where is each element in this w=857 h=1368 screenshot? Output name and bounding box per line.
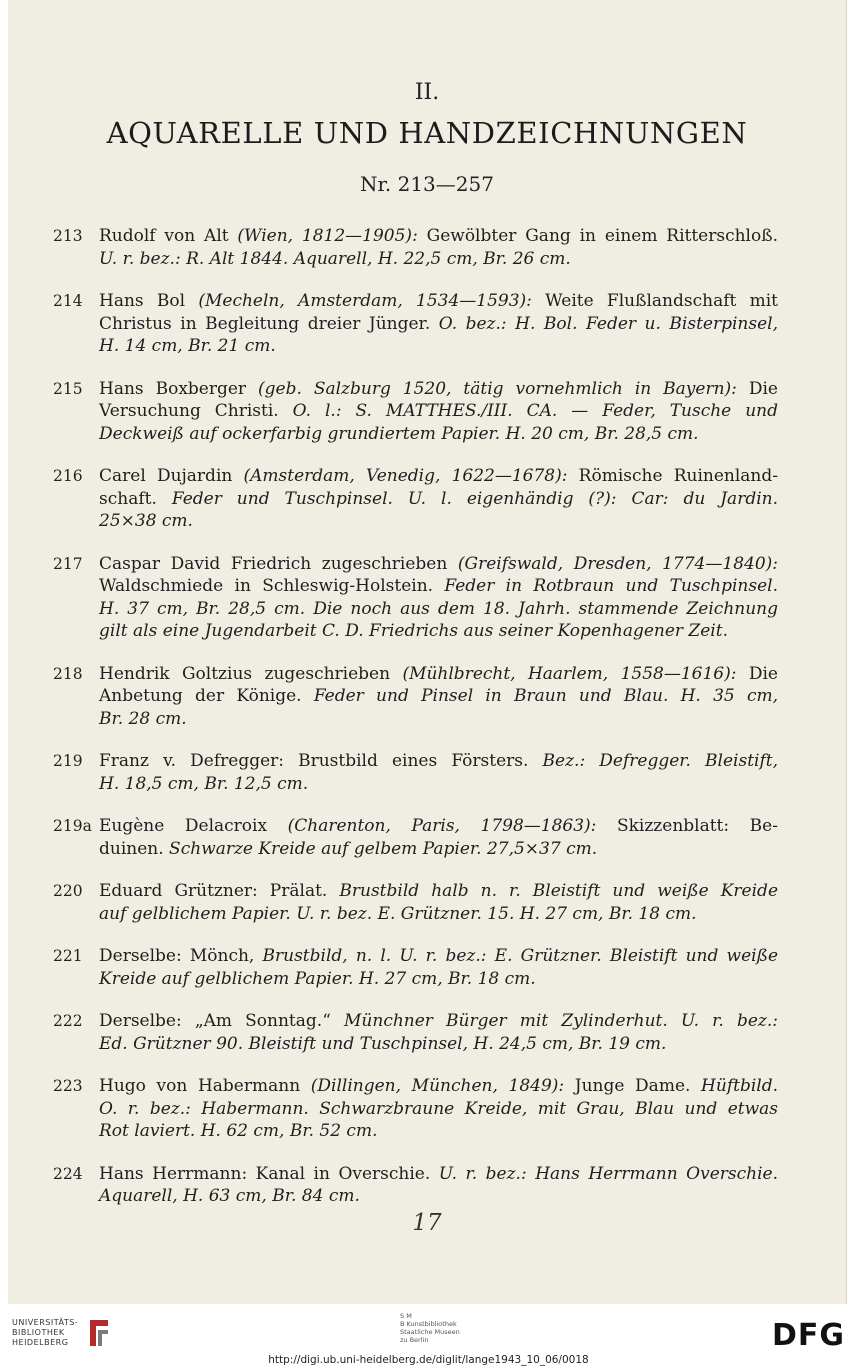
catalog-entry <box>53 290 778 358</box>
catalog-page <box>8 0 847 1304</box>
section-range: Nr. 213—257 <box>360 172 494 196</box>
entry-line <box>99 815 778 838</box>
text-segment: Hugo von Habermann <box>99 1076 311 1096</box>
entry-line <box>99 838 778 861</box>
italic-segment: (Amsterdam, Venedig, 1622—1678): <box>243 466 568 486</box>
text-segment: Rudolf von Alt <box>99 226 238 246</box>
catalog-entry <box>53 465 778 533</box>
entry-line <box>99 400 778 423</box>
entry-line <box>99 685 778 708</box>
italic-segment: O. r. bez.: Habermann. Schwarzbraune Kreide, mit Grau, Blau und etwas <box>99 1098 778 1119</box>
entry-number: 216 <box>53 467 83 485</box>
entry-text <box>99 1163 778 1208</box>
catalog-entries <box>53 225 778 1228</box>
entry-number: 217 <box>53 554 83 573</box>
italic-segment: Br. 28 cm. <box>99 708 187 729</box>
entry-number: 218 <box>53 664 83 683</box>
italic-segment: (Charenton, Paris, 1798—1863): <box>287 816 597 836</box>
entry-line <box>99 465 778 488</box>
text-segment: Derselbe: Mönch, <box>99 946 263 966</box>
footer-bar <box>0 1304 857 1368</box>
text-segment: Hans Boxberger <box>99 378 258 399</box>
italic-segment: Kreide auf gelblichem Papier. H. 27 cm, Br. 18 cm. <box>99 968 536 989</box>
text-segment: Hendrik Goltzius zugeschrieben <box>99 663 403 684</box>
italic-segment: Brustbild, n. l. U. r. bez.: E. Grützner. Bleistift und weiße <box>262 946 779 966</box>
entry-text <box>99 663 778 731</box>
entry-line <box>99 575 778 598</box>
entry-text <box>99 225 778 270</box>
entry-number: 219 <box>53 752 83 770</box>
italic-segment: H. 37 cm, Br. 28,5 cm. Die noch aus dem 18. Jahrh. stammende Zeichnung <box>99 598 778 619</box>
entry-line <box>99 903 778 926</box>
text-segment: Gewölbter Gang in einem Ritterschloß. <box>417 226 778 246</box>
catalog-entry <box>53 1010 778 1055</box>
catalog-entry <box>53 378 778 446</box>
entry-line <box>99 1098 778 1121</box>
university-logo <box>12 1316 112 1350</box>
text-segment: Eduard Grützner: Prälat. <box>99 881 340 901</box>
catalog-entry <box>53 945 778 990</box>
entry-text <box>99 750 778 795</box>
italic-segment: (Greifswald, Dresden, 1774—1840): <box>457 553 778 574</box>
catalog-entry <box>53 663 778 731</box>
text-segment: schaft. <box>99 488 172 509</box>
entry-line <box>99 423 778 446</box>
entry-line <box>99 663 778 686</box>
italic-segment: Feder in Rotbraun und Tuschpinsel. <box>444 576 778 596</box>
entry-line <box>99 620 778 643</box>
italic-segment: O. bez.: H. Bol. Feder u. Bisterpinsel, <box>438 313 778 334</box>
entry-line <box>99 335 778 358</box>
section-number: II. <box>414 80 440 105</box>
text-segment: Christus in Begleitung dreier Jünger. <box>99 313 439 334</box>
text-segment: Römische Ruinenland- <box>567 466 778 486</box>
entry-line <box>99 378 778 401</box>
italic-segment: Münchner Bürger mit Zylinderhut. U. r. bez.: <box>344 1011 778 1031</box>
entry-number: 220 <box>53 882 83 900</box>
italic-segment: Feder und Pinsel in Braun und Blau. H. 35 cm, <box>313 686 778 706</box>
text-segment: Franz v. Defregger: Brustbild eines Försters. <box>99 751 543 771</box>
text-segment: Versuchung Christi. <box>99 401 293 421</box>
italic-segment: Bez.: Defregger. Bleistift, <box>542 751 778 771</box>
italic-segment: H. 14 cm, Br. 21 cm. <box>99 336 276 356</box>
entry-text <box>99 290 778 358</box>
catalog-entry <box>53 815 778 860</box>
entry-line <box>99 1163 778 1186</box>
entry-line <box>99 553 778 576</box>
italic-segment: (geb. Salzburg 1520, tätig vornehmlich in Bayern): <box>258 378 737 399</box>
italic-segment: Aquarell, H. 63 cm, Br. 84 cm. <box>99 1186 360 1206</box>
italic-segment: Schwarze Kreide auf gelbem Papier. 27,5×37 cm. <box>169 838 598 859</box>
entry-line <box>99 313 778 336</box>
entry-number: 219a <box>53 817 92 835</box>
italic-segment: Hüftbild. <box>701 1076 778 1096</box>
italic-segment: Brustbild halb n. r. Bleistift und weiße Kreide <box>339 881 778 901</box>
entry-number: 223 <box>53 1077 83 1095</box>
text-segment: Carel Dujardin <box>99 466 244 486</box>
source-url[interactable]: http://digi.ub.uni-heidelberg.de/diglit/lange1943_10_06/0018 <box>268 1354 589 1366</box>
entry-line <box>99 750 778 773</box>
entry-text <box>99 465 778 533</box>
text-segment: Eugène Delacroix <box>99 816 288 836</box>
entry-line <box>99 773 778 796</box>
text-segment: Waldschmiede in Schleswig-Holstein. <box>99 576 445 596</box>
italic-segment: U. r. bez.: R. Alt 1844. Aquarell, H. 22,5 cm, Br. 26 cm. <box>99 248 571 269</box>
entry-number: 215 <box>53 379 83 398</box>
text-segment: Hans Herrmann: Kanal in Overschie. <box>99 1163 439 1184</box>
entry-number: 221 <box>53 947 83 965</box>
italic-segment: H. 18,5 cm, Br. 12,5 cm. <box>99 773 309 794</box>
catalog-entry <box>53 553 778 643</box>
entry-line <box>99 248 778 271</box>
entry-text <box>99 1010 778 1055</box>
entry-line <box>99 225 778 248</box>
catalog-entry <box>53 225 778 270</box>
italic-segment: O. l.: S. MATTHES./III. CA. — Feder, Tusche und <box>292 401 778 421</box>
text-segment: Anbetung der Könige. <box>99 686 314 706</box>
text-segment: duinen. <box>99 838 170 859</box>
italic-segment: Ed. Grützner 90. Bleistift und Tuschpinsel, H. 24,5 cm, Br. 19 cm. <box>99 1033 667 1054</box>
section-title: AQUARELLE UND HANDZEICHNUNGEN <box>106 116 748 150</box>
text-segment: Derselbe: „Am Sonntag.“ <box>99 1011 345 1031</box>
entry-line <box>99 880 778 903</box>
entry-line <box>99 1185 778 1208</box>
dfg-logo: DFG <box>771 1318 845 1353</box>
text-segment: Die <box>736 378 778 399</box>
italic-segment: Deckweiß auf ockerfarbig grundiertem Papier. H. 20 cm, Br. 28,5 cm. <box>99 423 699 444</box>
italic-segment: (Mühlbrecht, Haarlem, 1558—1616): <box>402 663 737 684</box>
text-segment: Junge Dame. <box>564 1076 702 1096</box>
entry-number: 214 <box>53 292 83 310</box>
entry-line <box>99 290 778 313</box>
entry-line <box>99 1075 778 1098</box>
catalog-entry <box>53 1075 778 1143</box>
entry-number: 213 <box>53 227 83 245</box>
italic-segment: Feder und Tuschpinsel. U. l. eigenhändig (?): Car: du Jardin. <box>171 488 778 509</box>
entry-line <box>99 968 778 991</box>
italic-segment: (Mecheln, Amsterdam, 1534—1593): <box>198 291 532 311</box>
catalog-entry <box>53 750 778 795</box>
entry-text <box>99 1075 778 1143</box>
catalog-entry <box>53 880 778 925</box>
italic-segment: 25×38 cm. <box>99 511 193 531</box>
library-stamp: S M B Kunstbibliothek Staatliche Museen zu Berlin <box>400 1312 460 1344</box>
italic-segment: auf gelblichem Papier. U. r. bez. E. Grützner. 15. H. 27 cm, Br. 18 cm. <box>99 903 697 924</box>
entry-text <box>99 553 778 643</box>
entry-text <box>99 378 778 446</box>
entry-number: 224 <box>53 1164 83 1183</box>
entry-line <box>99 708 778 731</box>
entry-line <box>99 488 778 511</box>
text-segment: Caspar David Friedrich zugeschrieben <box>99 553 458 574</box>
entry-line <box>99 945 778 968</box>
text-segment: Die <box>736 663 778 684</box>
library-icon <box>86 1316 112 1350</box>
entry-number: 222 <box>53 1012 83 1030</box>
entry-text <box>99 880 778 925</box>
university-logo-text: UNIVERSITÄTS- BIBLIOTHEK HEIDELBERG <box>12 1318 79 1347</box>
text-segment: Weite Flußlandschaft mit <box>531 291 778 311</box>
italic-segment: U. r. bez.: Hans Herrmann Overschie. <box>438 1163 778 1184</box>
page-number: 17 <box>412 1210 442 1236</box>
entry-line <box>99 1033 778 1056</box>
entry-line <box>99 1120 778 1143</box>
italic-segment: (Wien, 1812—1905): <box>237 226 418 246</box>
entry-line <box>99 598 778 621</box>
entry-text <box>99 945 778 990</box>
italic-segment: (Dillingen, München, 1849): <box>310 1076 565 1096</box>
catalog-entry <box>53 1163 778 1208</box>
entry-line <box>99 510 778 533</box>
text-segment: Hans Bol <box>99 291 199 311</box>
entry-line <box>99 1010 778 1033</box>
italic-segment: Rot laviert. H. 62 cm, Br. 52 cm. <box>99 1121 378 1141</box>
text-segment: Skizzenblatt: Be- <box>596 816 778 836</box>
italic-segment: gilt als eine Jugendarbeit C. D. Friedrichs aus seiner Kopenhagener Zeit. <box>99 621 728 641</box>
entry-text <box>99 815 778 860</box>
